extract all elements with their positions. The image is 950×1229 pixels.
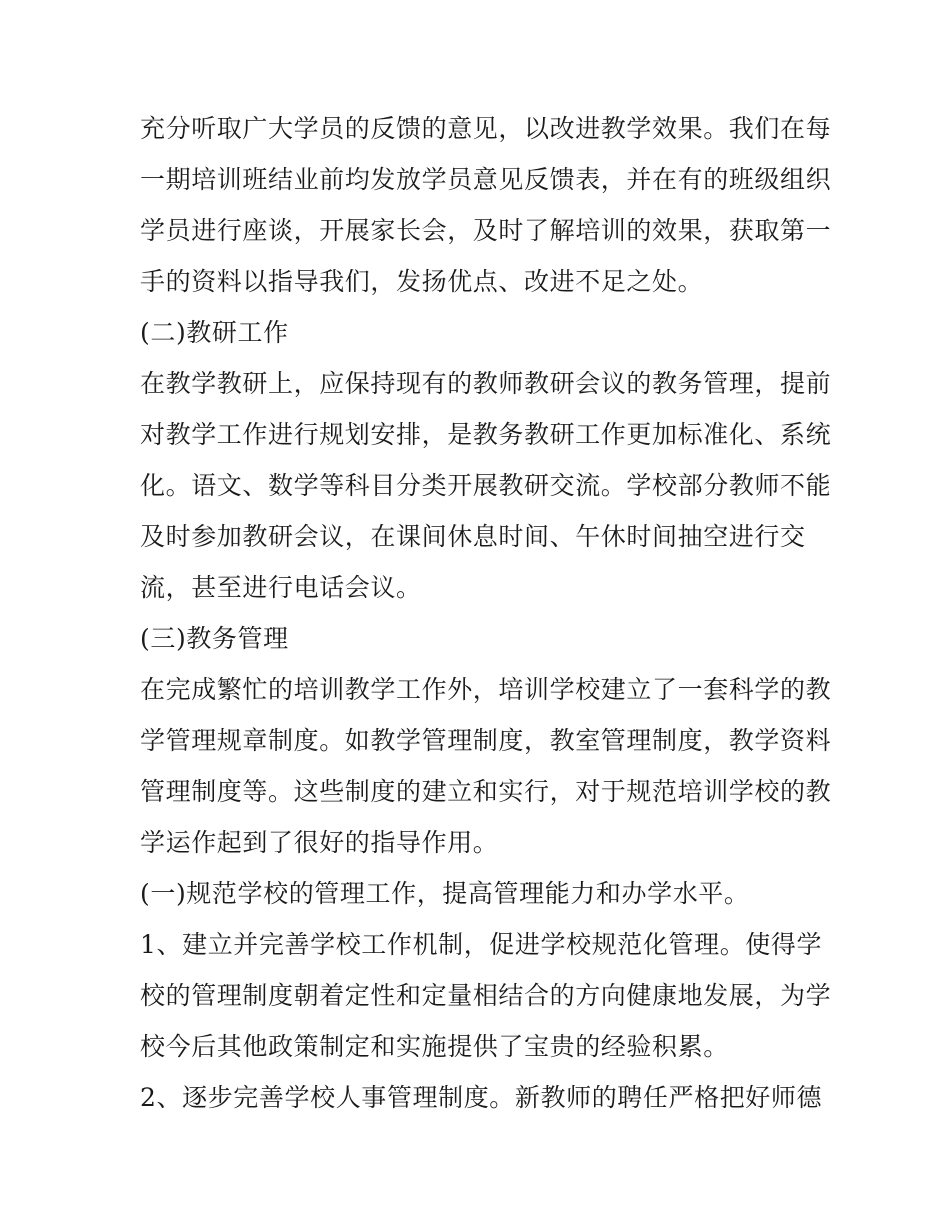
list-item: 1、建立并完善学校工作机制，促进学校规范化管理。使得学 xyxy=(140,930,823,959)
text-line: 在完成繁忙的培训教学工作外，培训学校建立了一套科学的教 xyxy=(140,675,832,704)
text-line: 流，甚至进行电话会议。 xyxy=(140,573,422,602)
section-heading: (三)教务管理 xyxy=(140,624,289,653)
list-item: 2、逐步完善学校人事管理制度。新教师的聘任严格把好师德 xyxy=(140,1083,823,1112)
section-heading: (一)规范学校的管理工作，提高管理能力和办学水平。 xyxy=(140,879,750,908)
text-line: 在教学教研上，应保持现有的教师教研会议的教务管理，提前 xyxy=(140,369,832,398)
text-line: 化。语文、数学等科目分类开展教研交流。学校部分教师不能 xyxy=(140,471,832,500)
document-body xyxy=(140,103,832,1123)
text-line: 校今后其他政策制定和实施提供了宝贵的经验积累。 xyxy=(140,1032,729,1061)
section-heading: (二)教研工作 xyxy=(140,318,289,347)
text-line: 学管理规章制度。如教学管理制度，教室管理制度，教学资料 xyxy=(140,726,832,755)
text-line: 充分听取广大学员的反馈的意见，以改进教学效果。我们在每 xyxy=(140,114,832,143)
text-line: 学运作起到了很好的指导作用。 xyxy=(140,828,499,857)
text-line: 学员进行座谈，开展家长会，及时了解培训的效果，获取第一 xyxy=(140,216,832,245)
text-line: 校的管理制度朝着定性和定量相结合的方向健康地发展，为学 xyxy=(140,981,832,1010)
text-line: 对教学工作进行规划安排，是教务教研工作更加标准化、系统 xyxy=(140,420,832,449)
text-line: 手的资料以指导我们，发扬优点、改进不足之处。 xyxy=(140,267,704,296)
text-line: 一期培训班结业前均发放学员意见反馈表，并在有的班级组织 xyxy=(140,165,832,194)
text-line: 管理制度等。这些制度的建立和实行，对于规范培训学校的教 xyxy=(140,777,832,806)
text-line: 及时参加教研会议，在课间休息时间、午休时间抽空进行交 xyxy=(140,522,806,551)
